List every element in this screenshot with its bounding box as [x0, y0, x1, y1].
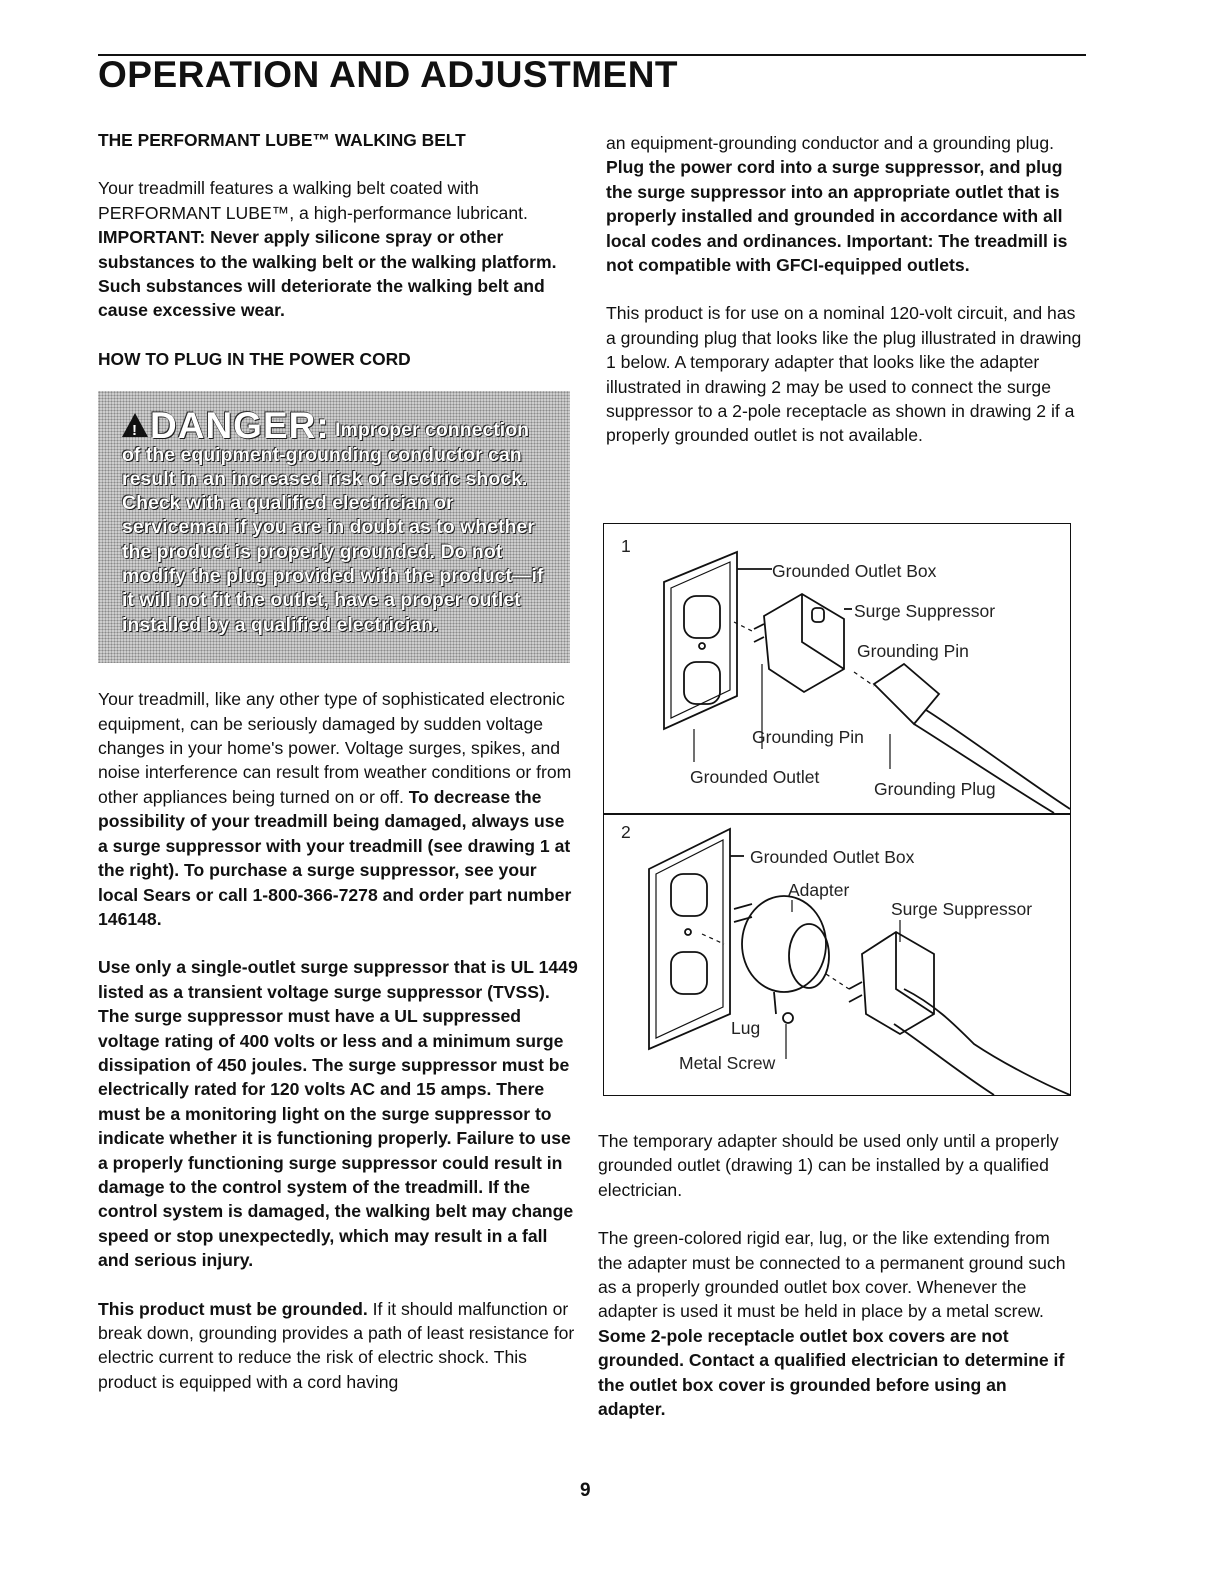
belt-paragraph	[98, 176, 578, 322]
wall-plate-2	[649, 829, 730, 1049]
plug-instruction: Plug the power cord into a surge suppressor, and plug the surge suppressor into an appropriate outlet that is properly installed and grounded in accordance with all local codes and ordinances. Important: The treadmill is not compatible with GFCI-equipped outlets.	[606, 157, 1068, 276]
grounding-text: If it should malfunction or break down, grounding provides a path of least resistance for electric current to reduce the risk of electric shock. This product is equipped with a cord having	[98, 1298, 575, 1392]
danger-box	[98, 391, 570, 663]
right-column-lower	[598, 1129, 1078, 1421]
right-column	[606, 131, 1082, 448]
label-grounded-outlet-box-2: Grounded Outlet Box	[750, 847, 915, 867]
left-column	[98, 128, 578, 1394]
danger-message	[122, 405, 548, 637]
label-lug: Lug	[731, 1018, 761, 1038]
circuit-paragraph: This product is for use on a nominal 120-volt circuit, and has a grounding plug that looks like the plug illustrated in drawing 1 below. A temporary adapter that looks like the adapter illustrated in drawing 2 may be used to connect the surge suppressor to a 2-pole receptacle as shown in drawing 2 if a properly grounded outlet is not available.	[606, 303, 1082, 446]
label-metal-screw: Metal Screw	[679, 1053, 776, 1073]
section-heading-power-cord: HOW TO PLUG IN THE POWER CORD	[98, 348, 411, 369]
surge-instruction: To decrease the possibility of your treadmill being damaged, always use a surge suppressor with your treadmill (see drawing 1 at the right). To purchase a surge suppressor, see your local Sears or call 1-800-366-7278 and order part number 146148.	[98, 786, 572, 929]
label-grounded-outlet-box-1: Grounded Outlet Box	[772, 561, 937, 581]
metal-screw	[783, 1013, 793, 1023]
grounding-paragraph	[98, 1297, 578, 1395]
adapter-ground-warning: Some 2-pole receptacle outlet box covers are not grounded. Contact a qualified electrician to determine if the outlet box cover is grounded before using an adapter.	[598, 1325, 1065, 1420]
plug-intro: an equipment-grounding conductor and a grounding plug.	[606, 133, 1054, 153]
grounding-lead: This product must be grounded.	[98, 1298, 368, 1319]
label-surge-suppressor-2: Surge Suppressor	[891, 899, 1033, 919]
plug-paragraph	[606, 131, 1082, 277]
label-grounded-outlet: Grounded Outlet	[690, 767, 820, 787]
plug-diagram-drawing	[604, 524, 1070, 1095]
label-adapter: Adapter	[788, 880, 850, 900]
surge-suppressor-2	[862, 932, 934, 1034]
wall-plate-1	[664, 552, 737, 729]
label-grounding-pin-bottom: Grounding Pin	[752, 727, 864, 747]
surge-requirements: Use only a single-outlet surge suppressor that is UL 1449 listed as a transient voltage surge suppressor (TVSS). The surge suppressor must have a UL suppressed voltage rating of 400 volts or less and a minimum surge dissipation of 450 joules. The surge suppressor must be electrically rated for 120 volts AC and 15 amps. There must be a monitoring light on the surge suppressor to indicate whether it is functioning properly. Failure to use a properly functioning surge suppressor could result in damage to the control system of the treadmill. If the control system is damaged, the walking belt may change speed or stop unexpectedly, which may result in a fall and serious injury.	[98, 957, 578, 1271]
label-surge-suppressor-1: Surge Suppressor	[854, 601, 996, 621]
page-number: 9	[580, 1480, 591, 1501]
belt-warning: IMPORTANT: Never apply silicone spray or other substances to the walking belt or the walking platform. Such substances will deteriorate the walking belt and cause excessive wear.	[98, 227, 557, 321]
adapter-ground-text: The green-colored rigid ear, lug, or the like extending from the adapter must be connected to a permanent ground such as a properly grounded outlet box cover. Whenever the adapter is used it must be held in place by a metal screw.	[598, 1228, 1066, 1322]
surge-paragraph	[98, 687, 578, 931]
warning-triangle-icon	[122, 413, 148, 437]
section-heading-belt: THE PERFORMANT LUBE™ WALKING BELT	[98, 130, 466, 150]
danger-word: DANGER:	[150, 405, 330, 447]
adapter-ground-paragraph	[598, 1226, 1078, 1421]
belt-intro: Your treadmill features a walking belt coated with PERFORMANT LUBE™, a high-performance lubricant.	[98, 178, 528, 223]
drawing-2-number: 2	[621, 822, 631, 842]
label-grounding-pin-top: Grounding Pin	[857, 641, 969, 661]
adapter-temporary-paragraph: The temporary adapter should be used only until a properly grounded outlet (drawing 1) can be installed by a qualified electrician.	[598, 1131, 1059, 1200]
figure-divider	[604, 813, 1070, 815]
grounding-plug-1	[874, 664, 939, 724]
drawing-1-number: 1	[621, 536, 631, 556]
adapter	[742, 896, 826, 992]
page-title: OPERATION AND ADJUSTMENT	[98, 54, 679, 95]
surge-intro: Your treadmill, like any other type of sophisticated electronic equipment, can be seriously damaged by sudden voltage changes in your home's power. Voltage surges, spikes, and noise interference can result from weather conditions or from other appliances being turned on or off.	[98, 689, 572, 807]
danger-text: Improper connection of the equipment-grounding conductor can result in an increased risk of electric shock. Check with a qualified electrician or serviceman if you are in doubt as to whether the product is properly grounded. Do not modify the plug provided with the product—if it will not fit the outlet, have a proper outlet installed by a qualified electrician.	[122, 419, 544, 636]
plug-diagram	[603, 523, 1071, 1096]
label-grounding-plug: Grounding Plug	[874, 779, 996, 799]
